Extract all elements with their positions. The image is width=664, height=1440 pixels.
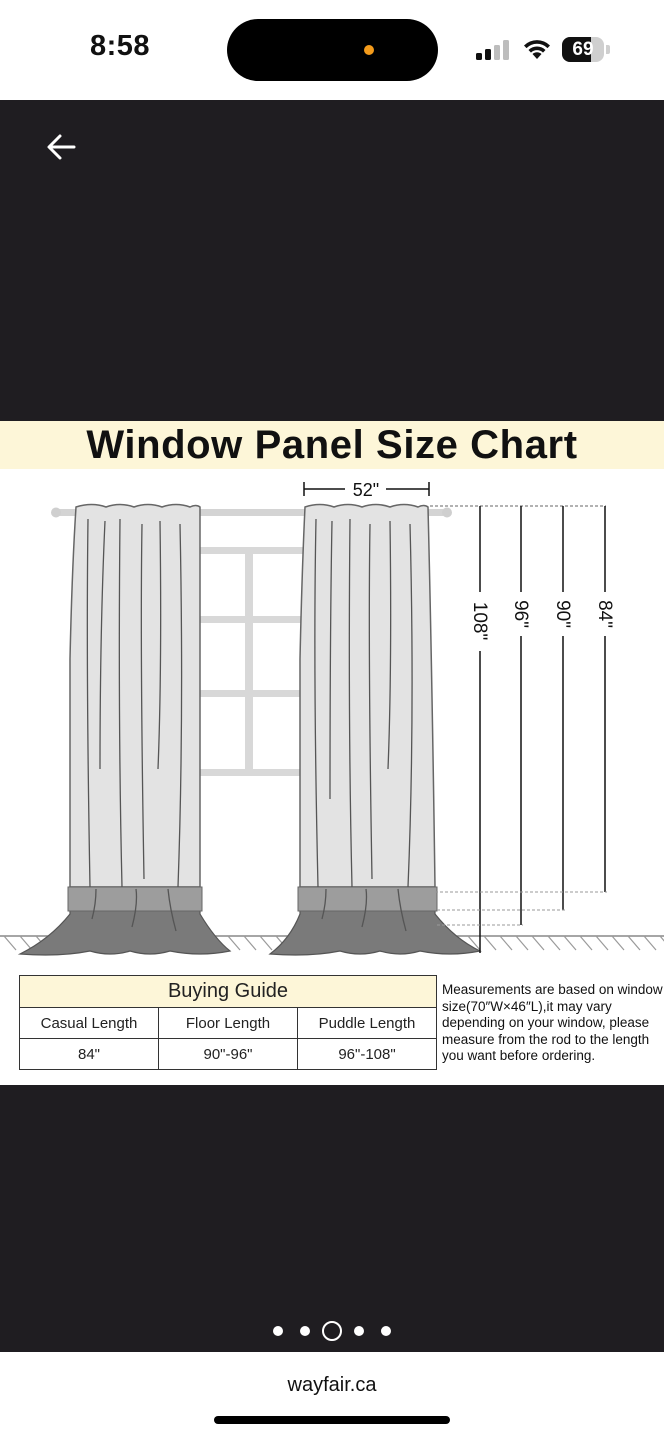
- chart-title: Window Panel Size Chart: [86, 423, 578, 467]
- carousel-dot[interactable]: [300, 1326, 310, 1336]
- carousel-dot[interactable]: [273, 1326, 283, 1336]
- carousel-pagination: [0, 1318, 664, 1344]
- length-label-84: 84": [594, 600, 615, 628]
- guide-value-casual: 84": [20, 1039, 159, 1070]
- length-label-108: 108": [469, 601, 490, 641]
- curtain-illustration: [0, 469, 664, 969]
- dynamic-island: [227, 19, 438, 81]
- product-image[interactable]: [0, 421, 664, 1085]
- buying-guide-title: Buying Guide: [20, 976, 437, 1008]
- browser-address-bar[interactable]: [0, 1352, 664, 1440]
- recording-indicator-icon: [364, 45, 374, 55]
- carousel-dot[interactable]: [381, 1326, 391, 1336]
- cellular-signal-icon: [476, 40, 510, 60]
- window-frame: [198, 547, 306, 776]
- back-button[interactable]: [40, 128, 84, 168]
- length-label-96: 96": [510, 600, 531, 628]
- measurement-note: Measurements are based on window size(70″W×46″L),it may vary depending on your window, please measure from the rod to the length you want before ordering.: [442, 982, 663, 1063]
- status-bar: [0, 0, 664, 100]
- guide-header-casual: Casual Length: [20, 1008, 159, 1039]
- guide-header-puddle: Puddle Length: [298, 1008, 437, 1039]
- length-dimensions: [430, 506, 607, 953]
- carousel-dot-active[interactable]: [322, 1321, 342, 1341]
- guide-value-floor: 90"-96": [159, 1039, 298, 1070]
- status-time: 8:58: [90, 30, 151, 62]
- url-text[interactable]: wayfair.ca: [287, 1374, 377, 1396]
- carousel-dot[interactable]: [354, 1326, 364, 1336]
- right-curtain-panel: [270, 505, 480, 956]
- wifi-icon: [521, 37, 553, 61]
- guide-value-puddle: 96"-108": [298, 1039, 437, 1070]
- battery-percent: 69: [572, 39, 594, 60]
- battery-icon: [562, 37, 610, 62]
- width-label: 52": [352, 480, 380, 500]
- guide-header-floor: Floor Length: [159, 1008, 298, 1039]
- arrow-left-icon: [40, 128, 84, 168]
- chart-title-band: [0, 421, 664, 469]
- left-curtain-panel: [20, 505, 230, 956]
- length-label-90: 90": [552, 600, 573, 628]
- home-indicator: [214, 1416, 450, 1424]
- buying-guide-table: [19, 975, 437, 1070]
